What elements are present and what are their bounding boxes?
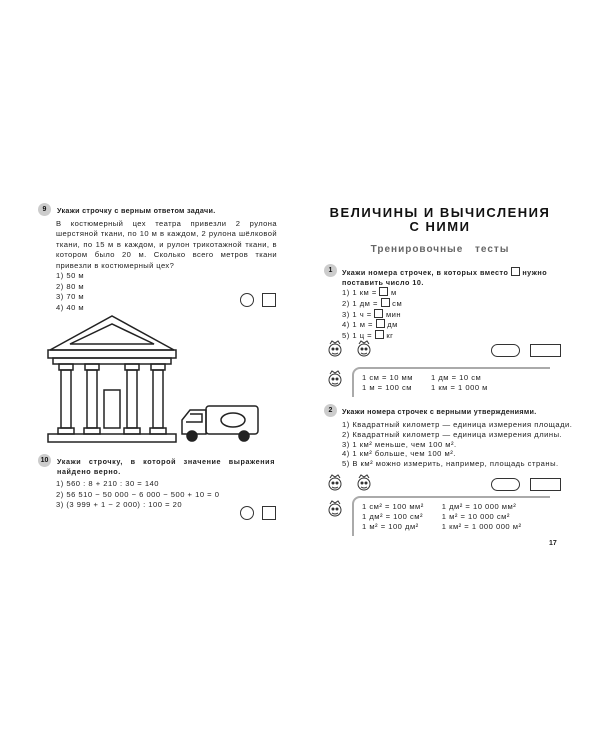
answer-rect[interactable] <box>530 344 561 357</box>
option[interactable]: 2) 1 дм = см <box>342 298 403 308</box>
answer-options <box>56 271 84 313</box>
option[interactable]: 4) 1 м = дм <box>342 320 398 330</box>
answer-square[interactable] <box>262 506 276 520</box>
question-title: Укажи строчку, в которой значение выражения найдено верно. <box>57 457 275 476</box>
blank-box-icon <box>511 267 520 276</box>
question-number: 1 <box>324 264 337 277</box>
answer-options <box>342 420 572 469</box>
mascot-icon <box>326 474 344 492</box>
option[interactable]: 5) 1 ц = кг <box>342 331 394 341</box>
truck-icon <box>178 400 263 445</box>
question-title: Укажи номера строчек с верными утверждениями. <box>342 407 537 416</box>
reference-box: 1 см = 10 мм 1 дм = 10 см 1 м = 100 см 1 км = 1 000 м <box>352 367 550 397</box>
option[interactable]: 5) В км² можно измерить, например, площадь страны. <box>342 459 559 469</box>
mascot-icon <box>326 500 344 518</box>
question-title: Укажи номера строчек, в которых вместо нужно поставить число 10. <box>342 268 548 287</box>
section-subtitle: Тренировочные тесты <box>370 244 510 255</box>
answer-options <box>342 287 402 341</box>
option[interactable]: 2) 80 м <box>56 281 85 291</box>
mascot-icon <box>355 340 373 358</box>
option[interactable]: 1) 50 м <box>56 271 85 280</box>
answer-circle[interactable] <box>240 506 254 520</box>
reference-box: 1 см² = 100 мм² 1 дм² = 10 000 мм² 1 дм² = 100 см² 1 м² = 10 000 см² 1 м² = 100 дм² 1 км² = 1 000 000 м² <box>352 496 550 536</box>
answer-rect[interactable] <box>530 478 561 491</box>
question-number: 9 <box>38 203 51 216</box>
option[interactable]: 1) Квадратный километр — единица измерения площади. <box>342 420 573 429</box>
option[interactable]: 2) 56 510 − 50 000 − 6 000 − 500 + 10 = 0 <box>56 489 220 499</box>
answer-square[interactable] <box>262 293 276 307</box>
option[interactable]: 4) 40 м <box>56 302 85 312</box>
option[interactable]: 3) (3 999 + 1 − 2 000) : 100 = 20 <box>56 500 183 509</box>
answer-options <box>56 479 219 511</box>
mascot-icon <box>326 370 344 388</box>
option[interactable]: 3) 70 м <box>56 292 85 301</box>
answer-circle[interactable] <box>240 293 254 307</box>
question-number: 10 <box>38 454 51 467</box>
answer-oval[interactable] <box>491 478 520 491</box>
option[interactable]: 1) 1 км = м <box>342 288 397 297</box>
option[interactable]: 3) 1 ч = мин <box>342 309 402 319</box>
mascot-icon <box>326 340 344 358</box>
question-number: 2 <box>324 404 337 417</box>
question-text: В костюмерный цех театра привезли 2 рулона шерстяной ткани, по 10 м в каждом, 2 рулона шёлковой ткани, по 15 м в каждом, и рулон трикотажной ткани, в котором было 20 м. Сколько всего метров ткани привезли в костюмерный цех? <box>56 219 277 270</box>
mascot-icon <box>355 474 373 492</box>
option[interactable]: 1) 560 : 8 + 210 : 30 = 140 <box>56 479 160 488</box>
option[interactable]: 3) 1 км² меньше, чем 100 м². <box>342 439 457 449</box>
theatre-building-icon <box>45 312 180 447</box>
page-number: 17 <box>549 540 557 547</box>
answer-oval[interactable] <box>491 344 520 357</box>
option[interactable]: 4) 1 км² больше, чем 100 м². <box>342 449 456 459</box>
question-title: Укажи строчку с верным ответом задачи. <box>57 206 216 215</box>
page-heading: ВЕЛИЧИНЫ И ВЫЧИСЛЕНИЯ С НИМИ <box>329 205 551 234</box>
option[interactable]: 2) Квадратный километр — единица измерения длины. <box>342 429 563 439</box>
